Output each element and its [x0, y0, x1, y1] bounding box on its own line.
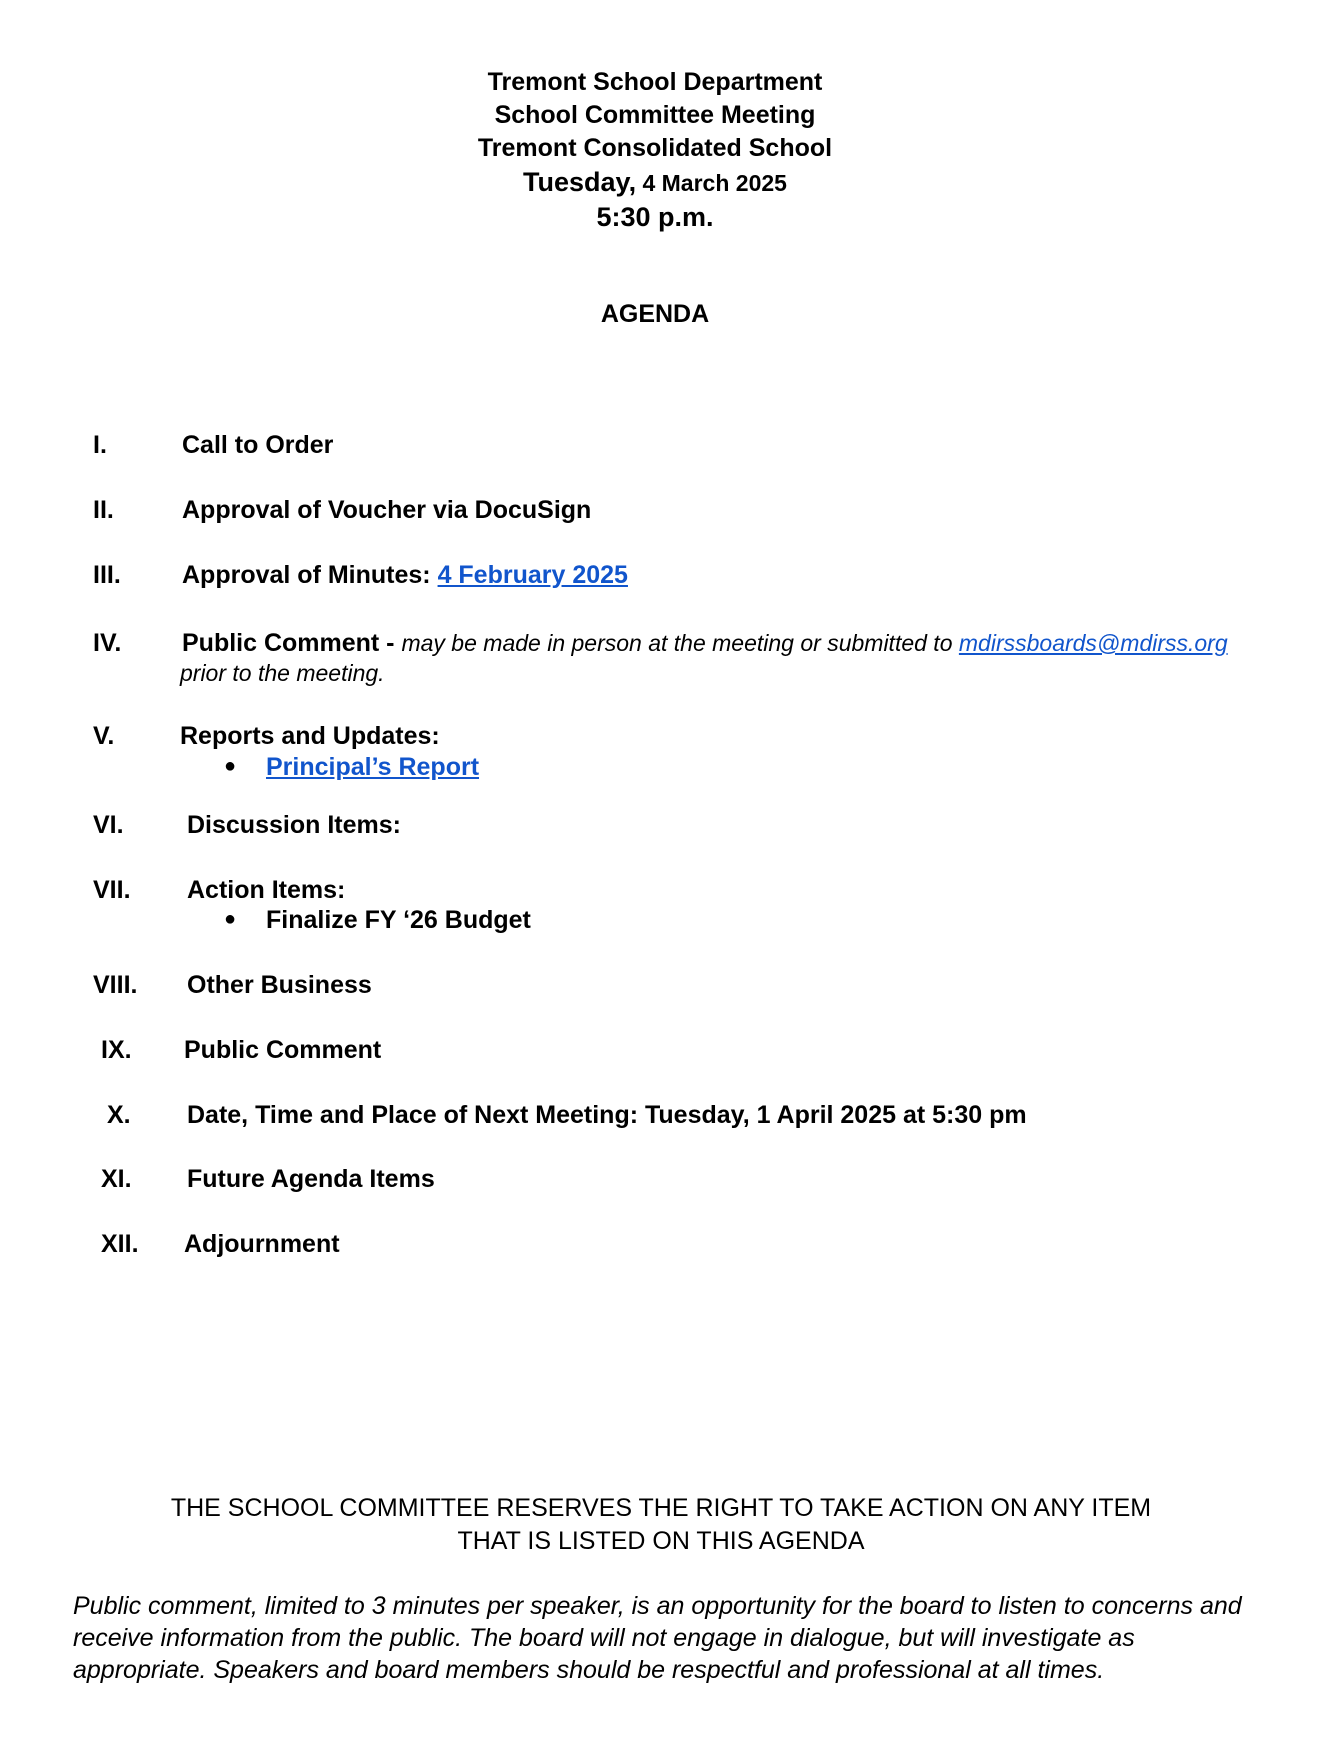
reserve-line-2: THAT IS LISTED ON THIS AGENDA	[457, 1527, 865, 1555]
item-label: Public Comment -	[182, 629, 402, 657]
email-link[interactable]: mdirssboards@mdirss.org	[958, 630, 1228, 656]
item-label: Action Items:	[187, 876, 346, 904]
item-label: Approval of Voucher via DocuSign	[182, 496, 592, 524]
meeting-date-rest: 4 March 2025	[636, 170, 787, 196]
item-label: Call to Order	[182, 431, 334, 459]
bullet-icon: ●	[224, 755, 237, 777]
item-number: VII.	[93, 876, 131, 904]
item-label: Approval of Minutes:	[182, 561, 438, 589]
bullet-label: Finalize FY ‘26 Budget	[266, 906, 531, 934]
reserve-line-1: THE SCHOOL COMMITTEE RESERVES THE RIGHT TO TAKE ACTION ON ANY ITEM	[170, 1494, 1152, 1522]
meeting-name: School Committee Meeting	[494, 101, 816, 129]
item-label: Discussion Items:	[187, 811, 401, 839]
department-name: Tremont School Department	[487, 68, 823, 96]
document-header	[0, 66, 1310, 234]
agenda-title: AGENDA	[600, 300, 710, 328]
item-number: XII.	[101, 1230, 139, 1258]
item-label: Public Comment	[184, 1036, 382, 1064]
meeting-date	[0, 165, 1310, 200]
bullet-icon: ●	[224, 908, 237, 930]
minutes-link[interactable]: 4 February 2025	[437, 561, 628, 589]
public-comment-note: may be made in person at the meeting or submitted to	[401, 630, 959, 656]
item-label: Reports and Updates:	[180, 722, 440, 750]
item-number: III.	[93, 561, 121, 589]
public-comment-policy: Public comment, limited to 3 minutes per speaker, is an opportunity for the board to listen to concerns and receive information from the public. The board will not engage in dialogue, but will investigate as appropriate. Speakers and board members should be respectful and professional at all times.	[73, 1592, 1242, 1684]
item-content	[182, 560, 628, 590]
principals-report-link[interactable]: Principal’s Report	[266, 753, 480, 781]
item-number: II.	[93, 496, 114, 524]
item-number: X.	[107, 1101, 131, 1129]
reserve-right-notice	[0, 1492, 1322, 1558]
item-label: Adjournment	[184, 1230, 340, 1258]
meeting-date-day: Tuesday,	[523, 167, 637, 197]
item-content	[182, 628, 1228, 658]
item-number: XI.	[101, 1165, 132, 1193]
item-number: I.	[93, 431, 107, 459]
item-number: IX.	[101, 1036, 132, 1064]
public-comment-note-cont: prior to the meeting.	[180, 660, 385, 686]
meeting-time: 5:30 p.m.	[596, 202, 714, 232]
item-number: V.	[93, 722, 115, 750]
item-label: Future Agenda Items	[187, 1165, 435, 1193]
item-label: Other Business	[187, 971, 372, 999]
meeting-location: Tremont Consolidated School	[477, 134, 833, 162]
item-label: Date, Time and Place of Next Meeting: Tuesday, 1 April 2025 at 5:30 pm	[187, 1101, 1027, 1129]
item-number: VIII.	[93, 971, 138, 999]
item-number: IV.	[93, 629, 122, 657]
item-number: VI.	[93, 811, 124, 839]
